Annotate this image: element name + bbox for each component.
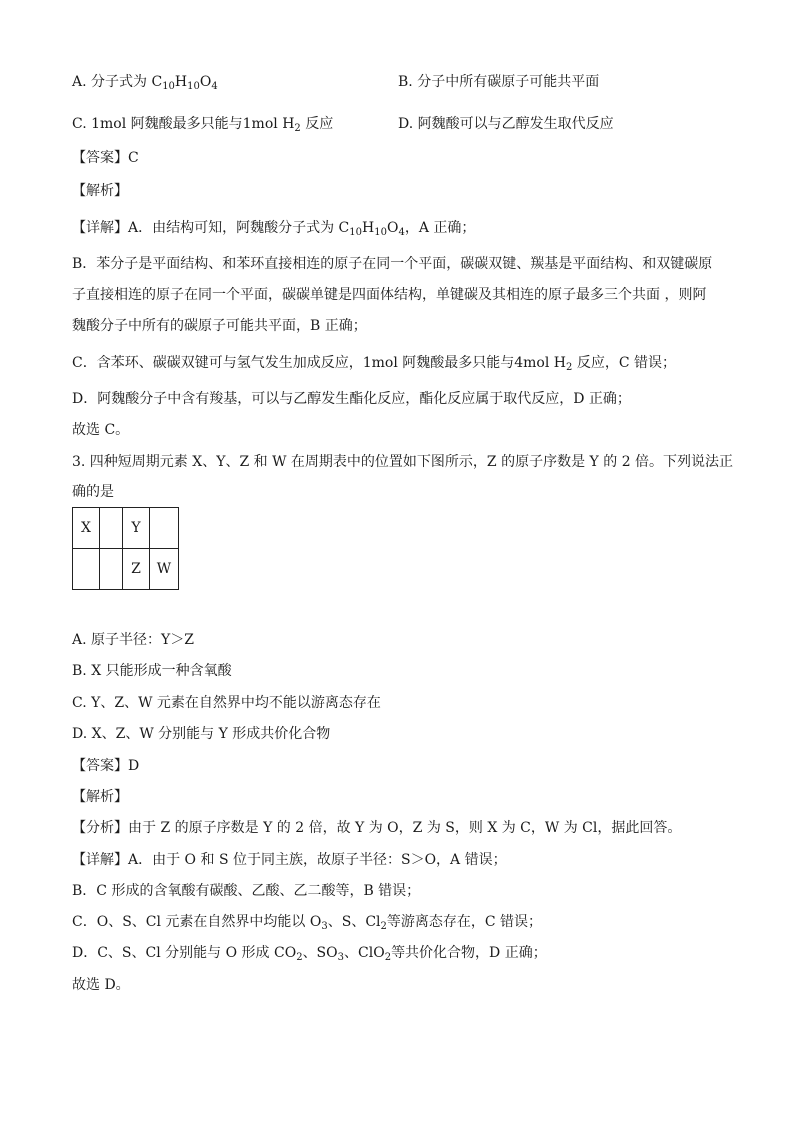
table-row	[73, 549, 179, 590]
analysis-label-q2: 【解析】	[72, 183, 128, 199]
table-cell	[100, 508, 123, 549]
analysis-q3-intro: 【分析】由于 Z 的原子序数是 Y 的 2 倍，故 Y 为 O，Z 为 S，则 X 为 C，W 为 Cl，据此回答。	[72, 820, 682, 836]
option-a-q3: A. 原子半径：Y＞Z	[72, 632, 194, 648]
option-d-q3: D. X、Z、W 分别能与 Y 形成共价化合物	[72, 726, 331, 742]
formula-part: O	[199, 74, 212, 90]
subscript: 4	[398, 227, 405, 238]
analysis-q3-a: 【详解】A．由于 O 和 S 位于同主族，故原子半径：S＞O，A 错误；	[72, 852, 507, 868]
periodic-table-fragment	[72, 507, 179, 590]
analysis-suffix: 反应，C 错误；	[572, 355, 676, 371]
question3-line2: 确的是	[72, 484, 114, 500]
table-cell	[100, 549, 123, 590]
subscript: 10	[162, 81, 175, 92]
analysis-text: 【详解】A．由结构可知，阿魏酸分子式为 C	[72, 220, 350, 236]
formula-part: O	[386, 220, 399, 236]
table-cell	[150, 508, 179, 549]
analysis-q3-b: B．C 形成的含氧酸有碳酸、乙酸、乙二酸等，B 错误；	[72, 883, 421, 899]
subscript: 3	[321, 921, 328, 932]
subscript: 3	[337, 952, 345, 963]
formula-part: 、ClO	[344, 945, 385, 961]
subscript: 2	[566, 362, 573, 373]
table-cell: Y	[123, 508, 150, 549]
analysis-q2-c	[72, 353, 676, 373]
analysis-q2-b2: 子直接相连的原子在同一个平面，碳碳单键是四面体结构，单键碳及其相连的原子最多三个共面 ，则阿	[72, 287, 707, 303]
subscript: 2	[384, 952, 392, 963]
formula-part: 、S、Cl	[327, 914, 381, 930]
analysis-q2-a	[72, 218, 475, 238]
answer-value: D	[128, 758, 140, 774]
option-c-q2	[72, 114, 333, 134]
formula-part: 、SO	[302, 945, 338, 961]
option-b-q2: B. 分子中所有碳原子可能共平面	[398, 74, 600, 90]
analysis-q3-d	[72, 943, 547, 963]
option-c-q3: C. Y、Z、W 元素在自然界中均不能以游离态存在	[72, 695, 381, 711]
option-d-q2: D. 阿魏酸可以与乙醇发生取代反应	[398, 116, 614, 132]
conclusion-q2: 故选 C。	[72, 422, 130, 438]
option-c-text: C. 1mol 阿魏酸最多只能与1mol H	[72, 116, 295, 132]
table-row	[73, 508, 179, 549]
subscript: 2	[294, 123, 301, 134]
subscript: 2	[296, 952, 303, 963]
answer-label: 【答案】	[72, 150, 128, 166]
answer-q3	[72, 756, 139, 776]
analysis-text: C．O、S、Cl 元素在自然界中均能以 O	[72, 914, 322, 930]
analysis-suffix: ，A 正确；	[404, 220, 476, 236]
table-cell: X	[73, 508, 100, 549]
subscript: 2	[380, 921, 387, 932]
table-cell	[73, 549, 100, 590]
answer-q2	[72, 148, 139, 168]
subscript: 10	[187, 81, 200, 92]
analysis-text: D．C、S、Cl 分别能与 O 形成 CO	[72, 945, 297, 961]
question3-line1: 3. 四种短周期元素 X、Y、Z 和 W 在周期表中的位置如下图所示，Z 的原子序数是 Y 的 2 倍。下列说法正	[72, 454, 734, 470]
subscript: 10	[374, 227, 387, 238]
option-b-q3: B. X 只能形成一种含氧酸	[72, 663, 232, 679]
analysis-q2-b3: 魏酸分子中所有的碳原子可能共平面，B 正确；	[72, 318, 367, 334]
answer-value: C	[128, 150, 139, 166]
formula-part: H	[362, 220, 375, 236]
analysis-q2-d: D．阿魏酸分子中含有羧基，可以与乙醇发生酯化反应，酯化反应属于取代反应，D 正确；	[72, 391, 631, 407]
analysis-label-q3: 【解析】	[72, 789, 128, 805]
analysis-suffix: 等共价化合物，D 正确；	[391, 945, 547, 961]
option-a-text: A. 分子式为 C	[72, 74, 163, 90]
option-a-q2	[72, 72, 218, 92]
answer-label: 【答案】	[72, 758, 128, 774]
formula-part: H	[174, 74, 188, 90]
table-cell: W	[150, 549, 179, 590]
table-cell: Z	[123, 549, 150, 590]
subscript: 10	[349, 227, 363, 238]
analysis-q2-b1: B．苯分子是平面结构、和苯环直接相连的原子在同一个平面，碳碳双键、羰基是平面结构、和双键碳原	[72, 256, 713, 272]
analysis-q3-c	[72, 912, 542, 932]
subscript: 4	[211, 81, 218, 92]
analysis-suffix: 等游离态存在，C 错误；	[386, 914, 543, 930]
conclusion-q3: 故选 D。	[72, 977, 130, 993]
analysis-text: C．含苯环、碳碳双键可与氢气发生加成反应，1mol 阿魏酸最多只能与4mol H	[72, 355, 566, 371]
option-c-suffix: 反应	[300, 116, 334, 132]
